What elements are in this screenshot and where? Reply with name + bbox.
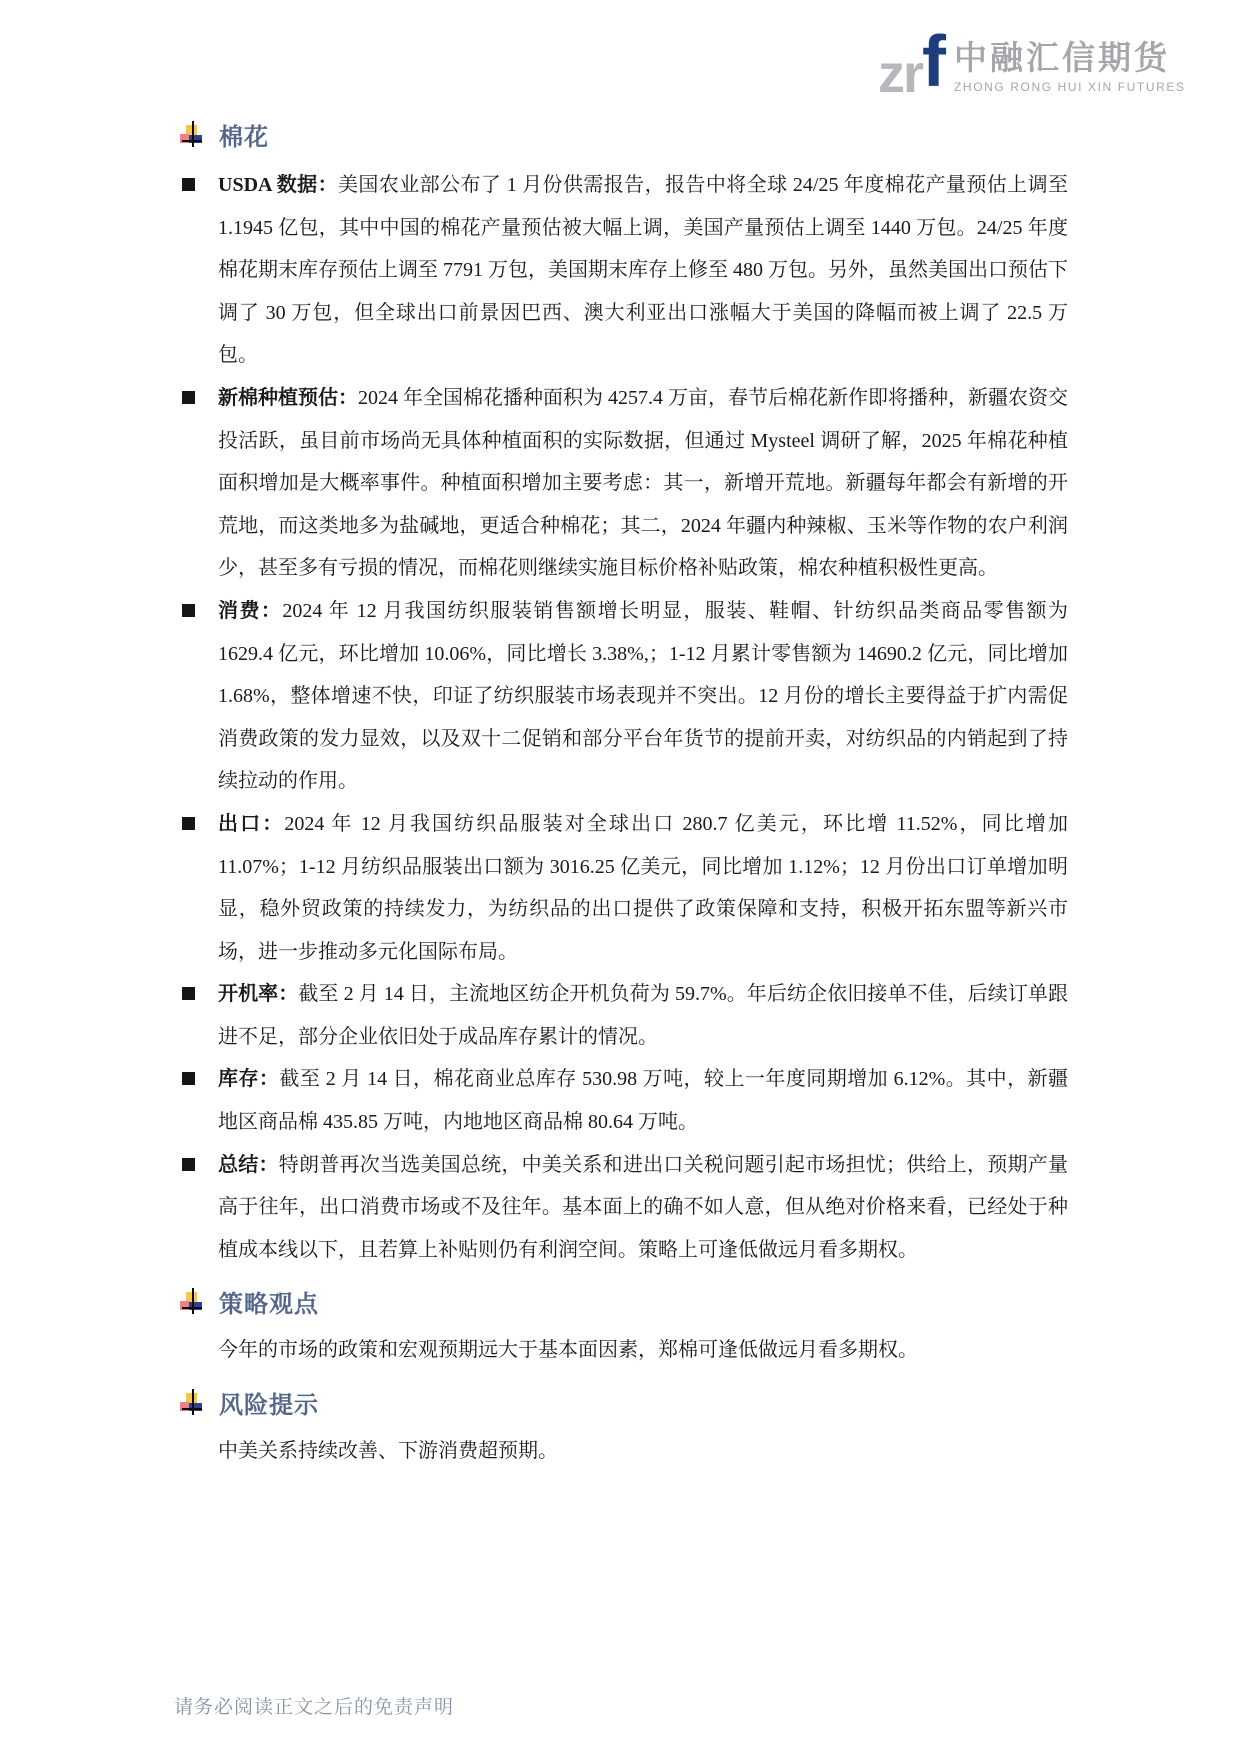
section-deco-icon	[180, 121, 203, 148]
section-deco-icon	[180, 1288, 203, 1315]
logo-brand-cn: 中融汇信期货	[954, 39, 1170, 76]
risk-paragraph: 中美关系持续改善、下游消费超预期。	[218, 1440, 558, 1463]
bullet-text: 美国农业部公布了 1 月份供需报告，报告中将全球 24/25 年度棉花产量预估上调至 1.1945 亿包，其中中国的棉花产量预估被大幅上调，美国产量预估上调至 1440 万包。24/25 年度棉花期末库存预估上调至 7791 万包，美国期末库存上修至 480 万包。另外，虽然美国出口预估下调了 30 万包，但全球出口前景因巴西、澳大利亚出口涨幅大于美国的降幅而被上调了 22.5 万包。	[218, 174, 1068, 367]
bullet-square-icon	[182, 1072, 195, 1085]
logo-f-text: f	[922, 22, 944, 102]
bullet-item-inventory	[180, 1058, 1068, 1143]
bullet-square-icon	[182, 178, 195, 191]
bullet-square-icon	[182, 604, 195, 617]
bullet-label: 开机率：	[218, 983, 299, 1006]
section-strategy-header	[180, 1277, 1068, 1325]
bullet-text: 2024 年 12 月我国纺织服装销售额增长明显，服装、鞋帽、针纺织品类商品零售额为 1629.4 亿元，环比增加 10.06%，同比增长 3.38%,；1-12 月累计零售额为 14690.2 亿元，同比增加 1.68%，整体增速不快，印证了纺织服装市场表现并不突出。12 月份的增长主要得益于扩内需促消费政策的发力显效，以及双十二促销和部分平台年货节的提前开卖，对纺织品的内销起到了持续拉动的作用。	[218, 599, 1069, 793]
logo-brand-en: ZHONG RONG HUI XIN FUTURES	[954, 80, 1186, 95]
bullet-item-summary	[180, 1144, 1068, 1272]
section-risk-title: 风险提示	[219, 1391, 319, 1419]
bullet-item-export	[180, 803, 1068, 973]
bullet-item-operating-rate	[180, 973, 1068, 1058]
bullet-text: 2024 年 12 月我国纺织品服装对全球出口 280.7 亿美元，环比增 11.52%，同比增加 11.07%；1-12 月纺织品服装出口额为 3016.25 亿美元，同比增加 1.12%；12 月份出口订单增加明显，稳外贸政策的持续发力，为纺织品的出口提供了政策保障和支持，积极开拓东盟等新兴市场，进一步推动多元化国际布局。	[218, 812, 1069, 963]
strategy-paragraph: 今年的市场的政策和宏观预期远大于基本面因素，郑棉可逢低做远月看多期权。	[218, 1339, 918, 1362]
bullet-label: 新棉种植预估：	[218, 386, 358, 409]
bullet-label: 消费：	[218, 599, 283, 622]
bullet-label: 出口：	[218, 812, 285, 835]
bullet-item-usda	[180, 164, 1068, 377]
report-body	[180, 104, 1068, 1473]
bullet-text: 截至 2 月 14 日，主流地区纺企开机负荷为 59.7%。年后纺企依旧接单不佳，后续订单跟进不足，部分企业依旧处于成品库存累计的情况。	[218, 983, 1068, 1048]
bullet-square-icon	[182, 817, 195, 830]
bullet-text: 截至 2 月 14 日，棉花商业总库存 530.98 万吨，较上一年度同期增加 6.12%。其中，新疆地区商品棉 435.85 万吨，内地地区商品棉 80.64 万吨。	[218, 1068, 1068, 1134]
bullet-label: USDA 数据：	[218, 174, 338, 196]
section-strategy-title: 策略观点	[219, 1290, 319, 1318]
logo-zrf-wordmark	[878, 22, 944, 104]
bullet-text: 2024 年全国棉花播种面积为 4257.4 万亩，春节后棉花新作即将播种，新疆农资交投活跃，虽目前市场尚无具体种植面积的实际数据，但通过 Mysteel 调研了解，2025 年棉花种植面积增加是大概率事件。种植面积增加主要考虑：其一，新增开荒地。新疆每年都会有新增的开荒地，而这类地多为盐碱地，更适合种棉花；其二，2024 年疆内种辣椒、玉米等作物的农户利润少，甚至多有亏损的情况，而棉花则继续实施目标价格补贴政策，棉农种植积极性更高。	[218, 386, 1068, 580]
bullet-text: 特朗普再次当选美国总统，中美关系和进出口关税问题引起市场担忧；供给上，预期产量高于往年，出口消费市场或不及往年。基本面上的确不如人意，但从绝对价格来看，已经处于种植成本线以下，且若算上补贴则仍有利润空间。策略上可逢低做远月看多期权。	[218, 1153, 1069, 1261]
company-logo	[878, 22, 1186, 104]
bullet-item-planting-estimate	[180, 377, 1068, 590]
logo-brand-block	[954, 26, 1186, 94]
footer-disclaimer: 请务必阅读正文之后的免责声明	[174, 1697, 455, 1718]
section-cotton-title: 棉花	[219, 123, 269, 151]
section-risk-header	[180, 1378, 1068, 1426]
bullet-square-icon	[182, 987, 195, 1000]
section-deco-icon	[180, 1389, 203, 1416]
section-cotton-header	[180, 110, 1068, 158]
bullet-square-icon	[182, 1158, 195, 1171]
bullet-label: 库存：	[218, 1068, 280, 1091]
bullet-square-icon	[182, 391, 195, 404]
logo-zr-text: zr	[878, 44, 923, 104]
bullet-label: 总结：	[218, 1153, 279, 1176]
bullet-item-consumption	[180, 590, 1068, 803]
cotton-bullet-list	[180, 164, 1068, 1271]
